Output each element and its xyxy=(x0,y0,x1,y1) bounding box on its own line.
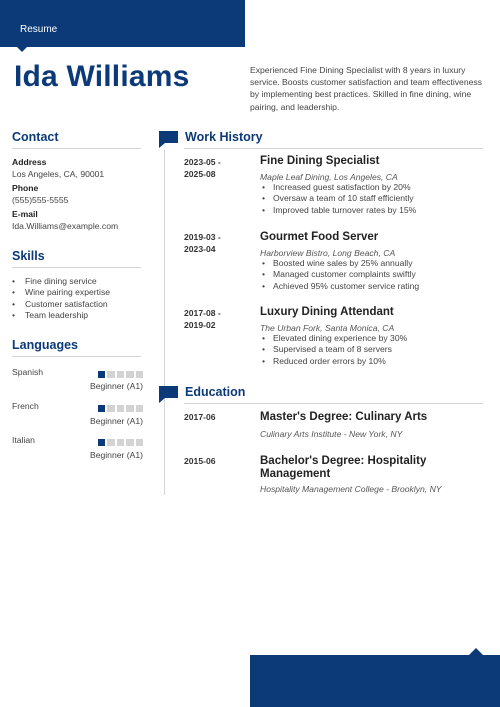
language-level: Beginner (A1) xyxy=(89,381,143,391)
job-bullet: • Managed customer complaints swiftly xyxy=(260,269,419,280)
language-level: Beginner (A1) xyxy=(89,450,143,460)
job-bullets xyxy=(260,333,407,367)
rating-square-empty xyxy=(136,371,143,378)
header-notch xyxy=(17,47,27,52)
job-dates xyxy=(184,308,221,331)
job-dates xyxy=(184,157,221,180)
language-name: Spanish xyxy=(12,367,44,377)
footer-notch xyxy=(469,648,483,655)
skills-divider xyxy=(12,267,141,268)
email-value: Ida.Williams@example.com xyxy=(12,221,119,231)
resume-label: Resume xyxy=(20,24,58,35)
job-bullet: • Oversaw a team of 10 staff efficiently xyxy=(260,193,416,204)
school-name: Culinary Arts Institute - New York, NY xyxy=(260,429,403,439)
job-start: 2019-03 - xyxy=(184,232,221,242)
section-flag-icon xyxy=(159,131,178,148)
contact-divider xyxy=(12,148,141,149)
education-heading: Education xyxy=(185,385,246,399)
rating-square-filled xyxy=(98,371,105,378)
job-company: Harborview Bistro, Long Beach, CA xyxy=(260,248,396,258)
skills-list xyxy=(12,276,110,321)
phone-value: (555)555-5555 xyxy=(12,195,69,205)
job-start: 2023-05 - xyxy=(184,157,221,167)
education-divider xyxy=(184,403,483,404)
language-level: Beginner (A1) xyxy=(89,416,143,426)
rating-square-filled xyxy=(98,439,105,446)
header-bar xyxy=(0,0,245,47)
address-label: Address xyxy=(12,157,47,167)
languages-divider xyxy=(12,356,141,357)
job-company: Maple Leaf Dining, Los Angeles, CA xyxy=(260,172,398,182)
phone-label: Phone xyxy=(12,183,39,193)
job-bullet: • Reduced order errors by 10% xyxy=(260,356,407,367)
rating-square-empty xyxy=(117,405,124,412)
job-start: 2017-08 - xyxy=(184,308,221,318)
education-date: 2015-06 xyxy=(184,456,216,466)
contact-heading: Contact xyxy=(12,130,59,144)
job-title: Luxury Dining Attendant xyxy=(260,306,394,318)
job-bullets xyxy=(260,182,416,216)
footer-bar xyxy=(250,655,500,707)
rating-square-empty xyxy=(136,439,143,446)
rating-square-empty xyxy=(126,405,133,412)
job-title: Gourmet Food Server xyxy=(260,231,379,243)
rating-square-empty xyxy=(117,371,124,378)
rating-square-empty xyxy=(136,405,143,412)
skill-item: • Fine dining service xyxy=(12,276,110,287)
rating-square-empty xyxy=(107,439,114,446)
job-bullet: • Boosted wine sales by 25% annually xyxy=(260,258,419,269)
job-bullet: • Supervised a team of 8 servers xyxy=(260,344,407,355)
degree-title: Master's Degree: Culinary Arts xyxy=(260,411,428,423)
languages-heading: Languages xyxy=(12,338,78,352)
language-name: Italian xyxy=(12,435,35,445)
job-bullet: • Achieved 95% customer service rating xyxy=(260,281,419,292)
rating-square-filled xyxy=(98,405,105,412)
job-bullet: • Elevated dining experience by 30% xyxy=(260,333,407,344)
rating-square-empty xyxy=(107,371,114,378)
language-name: French xyxy=(12,401,39,411)
job-end: 2019-02 xyxy=(184,319,216,330)
skill-item: • Customer satisfaction xyxy=(12,299,110,310)
skills-heading: Skills xyxy=(12,249,45,263)
email-label: E-mail xyxy=(12,209,38,219)
rating-square-empty xyxy=(107,405,114,412)
rating-square-empty xyxy=(126,371,133,378)
summary-text: Experienced Fine Dining Specialist with 8 years in luxury service. Boosts customer satisfaction and team effectiveness by implementing best practices. Skilled in fine dining, wine pairing, and leadership. xyxy=(250,65,482,112)
job-dates xyxy=(184,232,221,255)
job-bullet: • Improved table turnover rates by 15% xyxy=(260,205,416,216)
work-divider xyxy=(184,148,483,149)
job-end: 2023-04 xyxy=(184,243,216,254)
address-value: Los Angeles, CA, 90001 xyxy=(12,169,105,179)
language-rating xyxy=(98,405,143,412)
candidate-name: Ida Williams xyxy=(14,60,190,93)
rating-square-empty xyxy=(126,439,133,446)
section-flag-icon xyxy=(159,386,178,403)
degree-title: Bachelor's Degree: Hospitality Management xyxy=(260,455,427,480)
education-date: 2017-06 xyxy=(184,412,216,422)
skill-item: • Wine pairing expertise xyxy=(12,287,110,298)
language-rating xyxy=(98,439,143,446)
job-end: 2025-08 xyxy=(184,168,216,179)
job-title: Fine Dining Specialist xyxy=(260,155,380,167)
job-bullet: • Increased guest satisfaction by 20% xyxy=(260,182,416,193)
language-rating xyxy=(98,371,143,378)
skill-item: • Team leadership xyxy=(12,310,110,321)
timeline-line xyxy=(164,150,165,495)
work-history-heading: Work History xyxy=(185,130,263,144)
job-bullets xyxy=(260,258,419,292)
rating-square-empty xyxy=(117,439,124,446)
job-company: The Urban Fork, Santa Monica, CA xyxy=(260,323,395,333)
school-name: Hospitality Management College - Brooklyn, NY xyxy=(260,484,442,494)
